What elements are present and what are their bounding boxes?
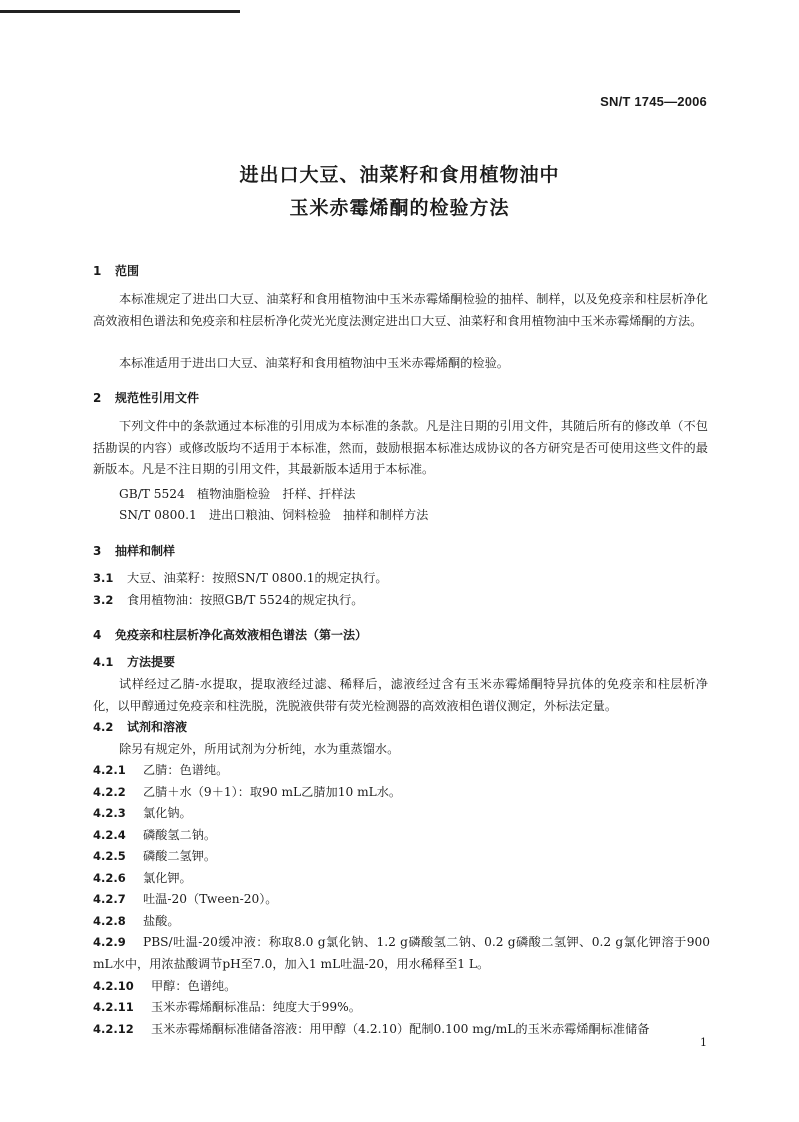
clause-4-1-heading [93, 652, 710, 674]
clause-text: 乙腈＋水（9＋1）：取90 mL乙腈加10 mL水。 [143, 785, 402, 799]
normative-reference-1: GB/T 5524 植物油脂检验 扦样、扞样法 [119, 487, 356, 501]
section-2-heading [93, 389, 199, 406]
section-2-paragraph: 下列文件中的条款通过本标准的引用成为本标准的条款。凡是注日期的引用文件，其随后所有的修改单（不包括勘误的内容）或修改版均不适用于本标准，然而，鼓励根据本标准达成协议的各方研究是否可使用这些文件的最新版本。凡是不注日期的引用文件，其最新版本适用于本标准。 [93, 419, 708, 476]
clause-text: 磷酸二氢钾。 [143, 849, 217, 863]
clause-text: 氯化钠。 [143, 806, 192, 820]
clause-number: 4.2.9 [93, 935, 126, 949]
clause-text: 乙腈：色谱纯。 [143, 763, 229, 777]
clause-4-2-8 [93, 911, 710, 933]
clause-text: 大豆、油菜籽：按照SN/T 0800.1的规定执行。 [127, 571, 388, 585]
clause-text: 食用植物油：按照GB/T 5524的规定执行。 [127, 593, 364, 607]
clause-3-2 [93, 590, 710, 612]
clause-number: 4.2.10 [93, 979, 134, 993]
section-title: 规范性引用文件 [115, 391, 200, 405]
clause-text: 盐酸。 [143, 914, 180, 928]
clause-4-2-5 [93, 846, 710, 868]
clause-3-1 [93, 568, 710, 590]
clause-number: 4.2.8 [93, 914, 126, 928]
section-number: 2 [93, 391, 102, 405]
document-title-line-1: 进出口大豆、油菜籽和食用植物油中 [239, 164, 560, 186]
clause-text: 吐温-20（Tween-20）。 [143, 892, 278, 906]
page-number: 1 [700, 1036, 707, 1049]
clause-number: 4.1 [93, 655, 114, 669]
clause-4-2-2 [93, 782, 710, 804]
clause-title: 方法提要 [127, 655, 176, 669]
standard-number: SN/T 1745—2006 [600, 94, 707, 109]
section-1-paragraph-2: 本标准适用于进出口大豆、油菜籽和食用植物油中玉米赤霉烯酮的检验。 [119, 356, 509, 370]
clause-4-2-4 [93, 825, 710, 847]
clause-4-2-1 [93, 760, 710, 782]
document-title-line-2: 玉米赤霉烯酮的检验方法 [289, 197, 510, 219]
section-number: 1 [93, 264, 102, 278]
clause-4-2-text: 除另有规定外，所用试剂为分析纯，水为重蒸馏水。 [119, 742, 400, 756]
clause-number: 3.1 [93, 571, 114, 585]
section-title: 抽样和制样 [115, 544, 176, 558]
clause-4-2-10 [93, 976, 710, 998]
clause-text: 磷酸氢二钠。 [143, 828, 217, 842]
clause-4-2-12 [93, 1019, 710, 1041]
section-3-heading [93, 542, 175, 559]
clause-4-2-6 [93, 868, 710, 890]
top-rule [0, 10, 240, 13]
clause-text: PBS/吐温-20缓冲液：称取8.0 g氯化钠、1.2 g磷酸氢二钠、0.2 g磷酸二氢钾、0.2 g氯化钾溶于900 mL水中，用浓盐酸调节pH至7.0，加入1 mL吐温-20，用水稀释至1 L。 [93, 935, 710, 971]
section-1-paragraph-1: 本标准规定了进出口大豆、油菜籽和食用植物油中玉米赤霉烯酮检验的抽样、制样，以及免疫亲和柱层析净化高效液相色谱法和免疫亲和柱层析净化荧光光度法测定进出口大豆、油菜籽和食用植物油中玉米赤霉烯酮的方法。 [93, 292, 708, 328]
section-title: 免疫亲和柱层析净化高效液相色谱法（第一法） [115, 628, 368, 642]
clause-number: 4.2.7 [93, 892, 126, 906]
clause-number: 4.2.5 [93, 849, 126, 863]
section-1-heading [93, 262, 139, 279]
normative-reference-2: SN/T 0800.1 进出口粮油、饲料检验 抽样和制样方法 [119, 508, 429, 522]
clause-4-1-text: 试样经过乙腈-水提取，提取液经过滤、稀释后，滤液经过含有玉米赤霉烯酮特异抗体的免疫亲和柱层析净化，以甲醇通过免疫亲和柱洗脱，洗脱液供带有荧光检测器的高效液相色谱仪测定，外标法定量。 [93, 677, 708, 713]
clause-number: 4.2.12 [93, 1022, 134, 1036]
section-title: 范围 [115, 264, 140, 278]
clause-number: 4.2.1 [93, 763, 126, 777]
clause-4-2-3 [93, 803, 710, 825]
clause-number: 4.2.4 [93, 828, 126, 842]
section-number: 3 [93, 544, 102, 558]
clause-4-2-11 [93, 997, 710, 1019]
clause-title: 试剂和溶液 [127, 720, 188, 734]
section-number: 4 [93, 628, 102, 642]
clause-number: 4.2.11 [93, 1000, 134, 1014]
clause-text: 玉米赤霉烯酮标准储备溶液：用甲醇（4.2.10）配制0.100 mg/mL的玉米赤霉烯酮标准储备 [151, 1022, 650, 1036]
clause-number: 4.2.3 [93, 806, 126, 820]
clause-4-2-9 [93, 932, 710, 975]
section-4-heading [93, 626, 367, 643]
clause-text: 玉米赤霉烯酮标准品：纯度大于99%。 [151, 1000, 361, 1014]
clause-4-2-heading [93, 717, 710, 739]
clause-4-2-7 [93, 889, 710, 911]
clause-number: 4.2.2 [93, 785, 126, 799]
clause-number: 4.2 [93, 720, 114, 734]
clause-number: 3.2 [93, 593, 114, 607]
clause-text: 甲醇：色谱纯。 [151, 979, 237, 993]
clause-text: 氯化钾。 [143, 871, 192, 885]
clause-number: 4.2.6 [93, 871, 126, 885]
